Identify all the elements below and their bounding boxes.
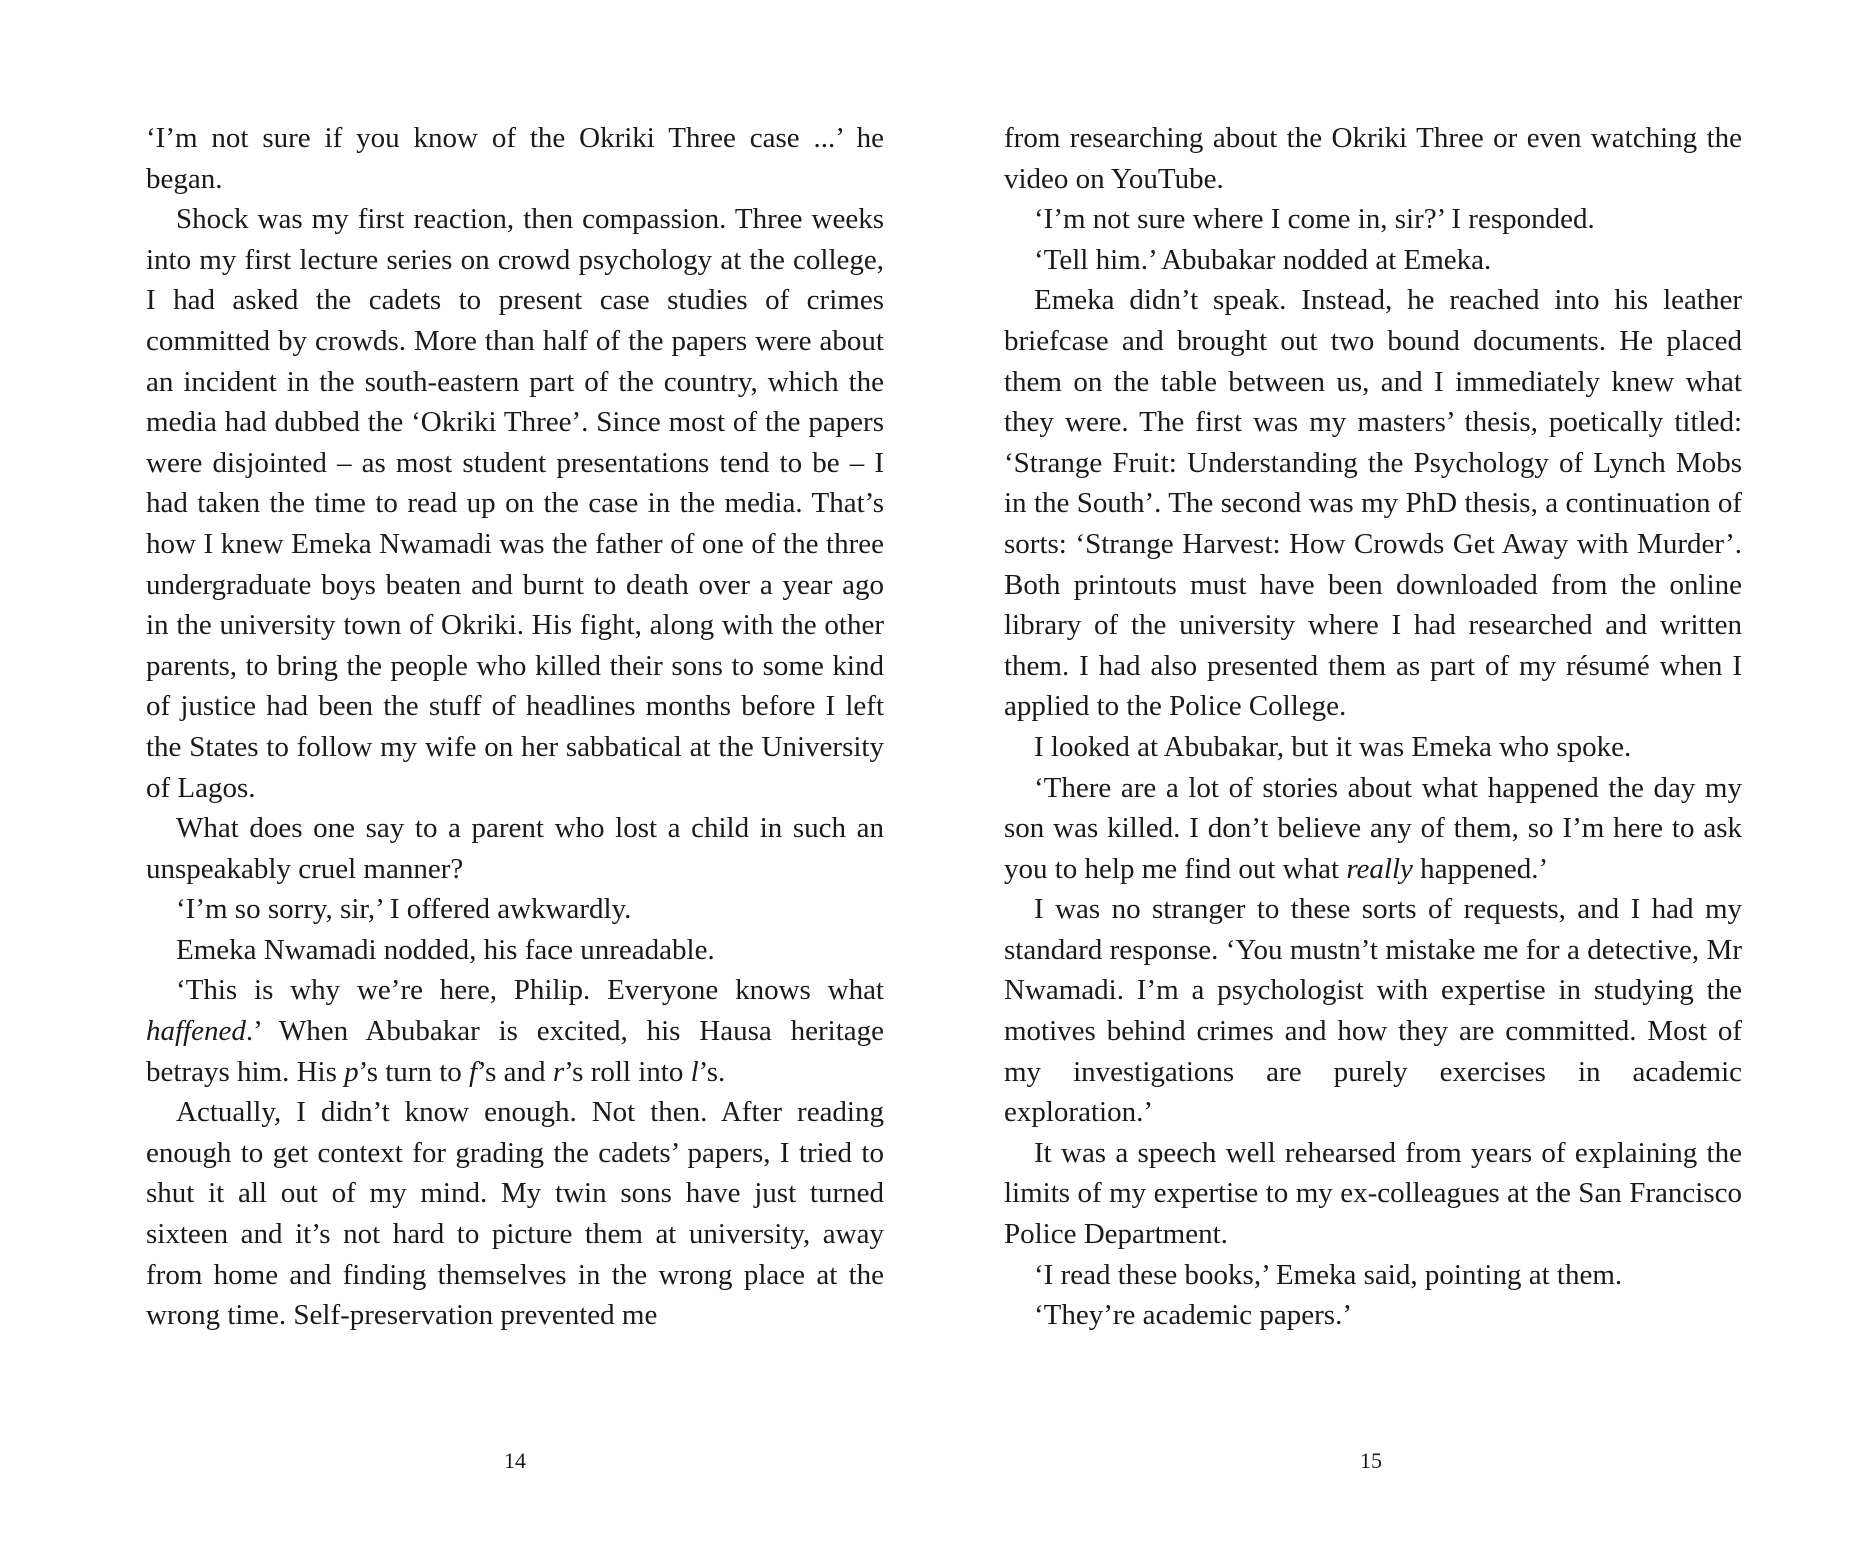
paragraph-really (1004, 768, 1742, 890)
paragraph: ‘I read these books,’ Emeka said, pointing at them. (1034, 1258, 1623, 1291)
left-page (146, 118, 884, 1336)
paragraph: ‘I’m not sure if you know of the Okriki Three case ...’ he began. (146, 122, 884, 195)
text-run: ’s turn to (358, 1055, 470, 1088)
paragraph: Emeka didn’t speak. Instead, he reached into his leather briefcase and brought out two bound documents. He placed them on the table between us, and I immediately knew what they were. The first was my masters’ thesis, poetically titled: ‘Strange Fruit: Understanding the Psychology of Lynch Mobs in the South’. The second was my PhD thesis, a continuation of sorts: ‘Strange Harvest: How Crowds Get Away with Murder’. Both printouts must have been downloaded from the online library of the university where I had researched and written them. I had also presented them as part of my résumé when I applied to the Police College. (1004, 284, 1742, 723)
paragraph-continuation: from researching about the Okriki Three or even watching the video on YouTube. (1004, 122, 1742, 195)
paragraph: Shock was my first reaction, then compassion. Three weeks into my first lecture series on crowd psychology at the college, I had asked the cadets to present case studies of crimes committed by crowds. More than half of the papers were about an incident in the south-eastern part of the country, which the media had dubbed the ‘Okriki Three’. Since most of the papers were disjointed – as most student presentations tend to be – I had taken the time to read up on the case in the media. That’s how I knew Emeka Nwamadi was the father of one of the three undergraduate boys beaten and burnt to death over a year ago in the university town of Okriki. His fight, along with the other parents, to bring the people who killed their sons to some kind of justice had been the stuff of headlines months before I left the States to follow my wife on her sabbatical at the University of Lagos. (146, 203, 884, 804)
right-page (1004, 118, 1742, 1336)
paragraph: I was no stranger to these sorts of requests, and I had my standard response. ‘You mustn’t mistake me for a detective, Mr Nwamadi. I’m a psychologist with expertise in studying the motives behind crimes and how they are committed. Most of my investigations are purely exercises in academic exploration.’ (1004, 893, 1742, 1129)
page-number-left: 14 (504, 1448, 526, 1473)
text-run: .’ When Abubakar is excited, his Hausa heritage betrays him. His (146, 1015, 884, 1088)
paragraph: ‘I’m so sorry, sir,’ I offered awkwardly. (176, 893, 632, 926)
text-run: ‘There are a lot of stories about what happened the day my son was killed. I don’t believe any of them, so I’m here to ask you to help me find out what (1004, 771, 1742, 885)
italic-run: really (1346, 852, 1413, 885)
paragraph: It was a speech well rehearsed from years of explaining the limits of my expertise to my ex-colleagues at the San Francisco Police Department. (1004, 1136, 1742, 1251)
right-page-body (1004, 118, 1742, 1336)
text-run: ’s. (698, 1055, 726, 1088)
italic-run: l (690, 1055, 699, 1088)
text-run: ’s roll into (564, 1055, 691, 1088)
paragraph: Actually, I didn’t know enough. Not then. After reading enough to get context for grading the cadets’ papers, I tried to shut it all out of my mind. My twin sons have just turned sixteen and it’s not hard to picture them at university, away from home and finding themselves in the wrong place at the wrong time. Self-preservation prevented me (146, 1096, 884, 1332)
left-page-body (146, 118, 884, 1336)
paragraph: ‘Tell him.’ Abubakar nodded at Emeka. (1034, 243, 1492, 276)
italic-run: haffened (146, 1015, 246, 1048)
paragraph: ‘I’m not sure where I come in, sir?’ I responded. (1034, 203, 1595, 236)
italic-run: f (469, 1055, 478, 1088)
paragraph: Emeka Nwamadi nodded, his face unreadable. (176, 933, 715, 966)
paragraph: ‘They’re academic papers.’ (1034, 1299, 1352, 1332)
paragraph-haffened (146, 970, 884, 1092)
paragraph: What does one say to a parent who lost a child in such an unspeakably cruel manner? (146, 812, 884, 885)
text-run: happened.’ (1412, 852, 1549, 885)
text-run: ‘This is why we’re here, Philip. Everyone knows what (176, 974, 884, 1007)
page-number-right: 15 (1360, 1448, 1382, 1473)
paragraph: I looked at Abubakar, but it was Emeka who spoke. (1034, 730, 1632, 763)
italic-run: p (344, 1055, 359, 1088)
italic-run: r (552, 1055, 565, 1088)
text-run: ’s and (477, 1055, 553, 1088)
